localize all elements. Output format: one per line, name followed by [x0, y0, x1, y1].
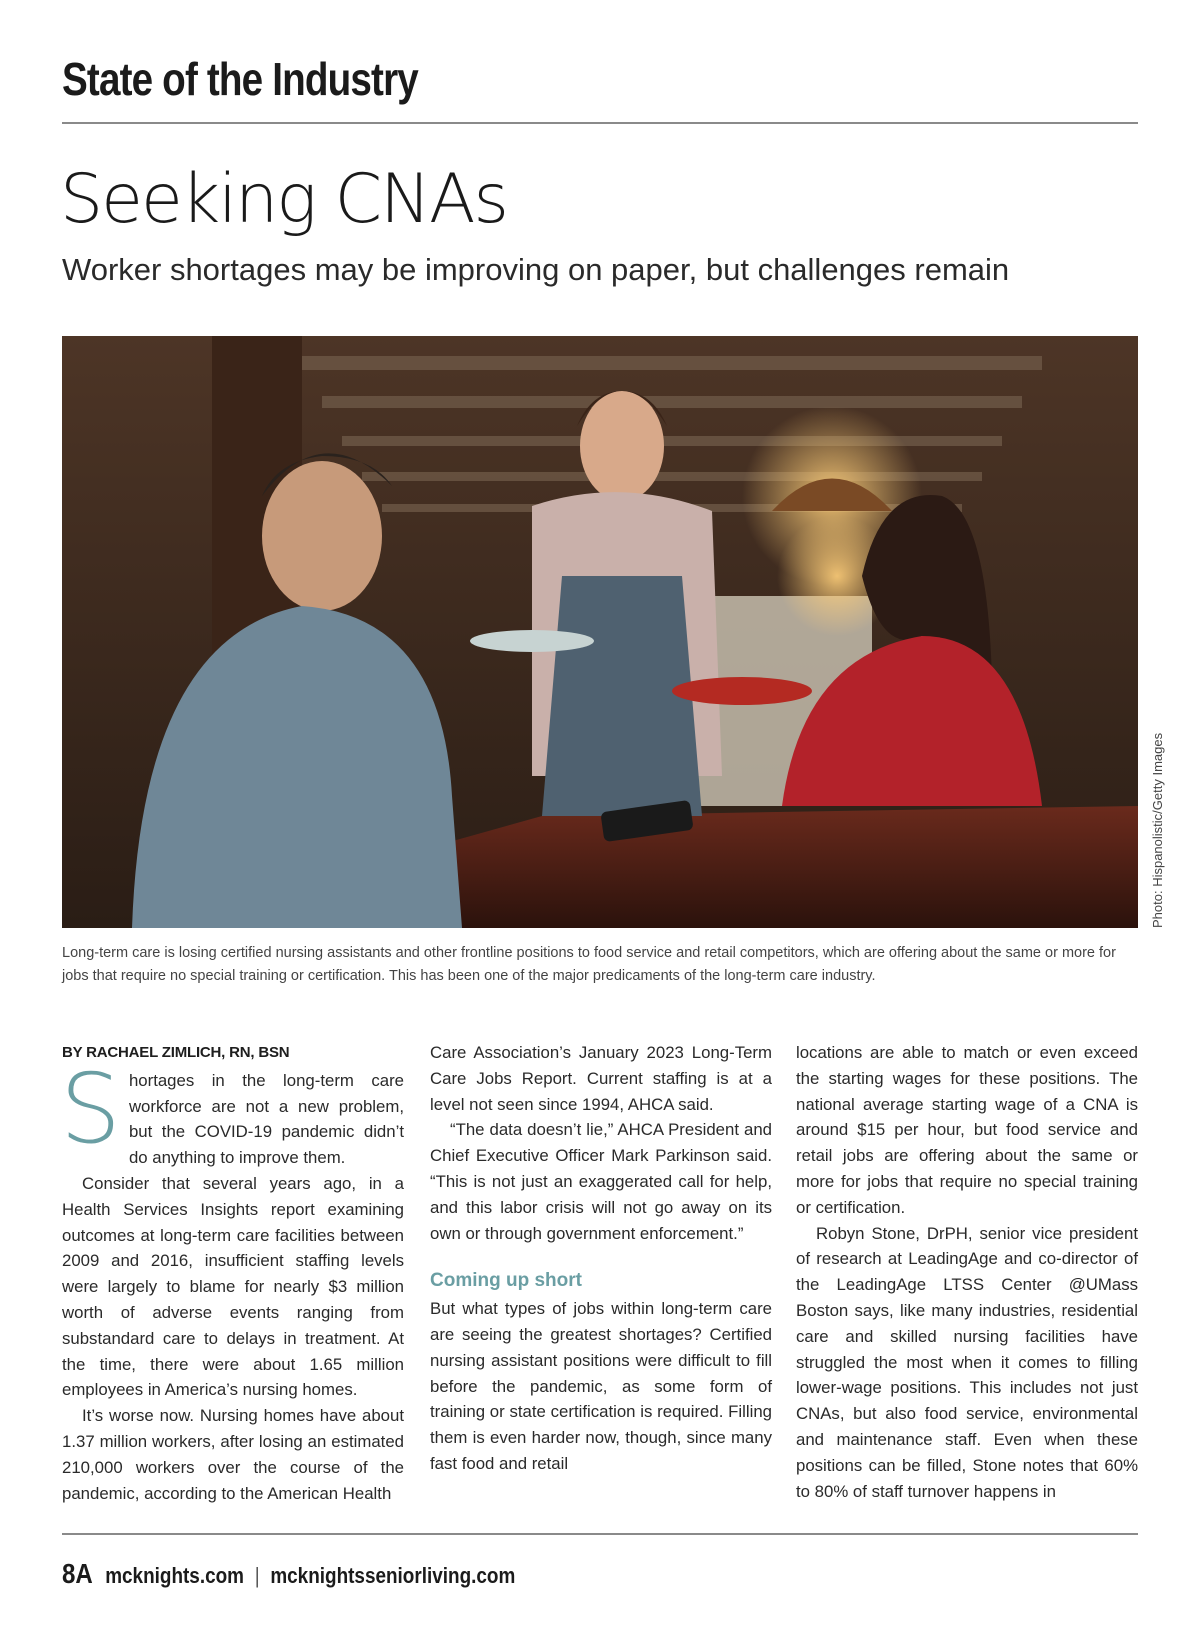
paragraph-7: locations are able to match or even exceed the starting wages for these positions. The national average starting wage of a CNA is around $15 per hour, but food service and retail jobs are offering about the same or more for jobs that require no special training or certification. — [796, 1043, 1138, 1217]
section-title: State of the Industry — [62, 53, 418, 105]
paragraph-2: Consider that several years ago, in a Health Services Insights report examining outcomes at long-term care facilities between 2009 and 2016, insufficient staffing levels were largely to blame for nearly $3 million worth of adverse events ranging from substandard care to delays in treatment. At the time, there were about 1.65 million employees in America’s nursing homes. — [62, 1173, 404, 1400]
paragraph-3: It’s worse now. Nursing homes have about 1.37 million workers, after losing an estimated 210,000 workers over the course of the pandemic, according to the American Health — [62, 1406, 404, 1503]
byline: BY RACHAEL ZIMLICH, RN, BSN — [62, 1044, 290, 1061]
article-photo — [62, 336, 1138, 928]
drop-cap: S — [60, 1052, 121, 1165]
article-headline: Seeking CNAs — [60, 160, 507, 239]
page-footer — [62, 1558, 515, 1590]
subheading-coming-up-short: Coming up short — [430, 1270, 582, 1292]
paragraph-6: But what types of jobs within long-term care are seeing the greatest shortages? Certified nursing assistant positions were difficult to fill before the pandemic, as some form of training or state certification is required. Filling them is even harder now, though, since many fast food and retail — [430, 1299, 772, 1473]
site-link-senior-living[interactable]: mcknightsseniorliving.com — [270, 1563, 516, 1588]
photo-caption: Long-term care is losing certified nursing assistants and other frontline positions to food service and retail competitors, which are offering about the same or more for jobs that require no special training or certification. This has been one of the major predicaments of the long-term care industry. — [62, 945, 1116, 984]
footer-separator: | — [254, 1563, 260, 1588]
header-rule — [62, 122, 1138, 124]
paragraph-8: Robyn Stone, DrPH, senior vice president of research at LeadingAge and co-director of the LeadingAge LTSS Center @UMass Boston says, like many industries, residential care and skilled nursing facilities have struggled the most when it comes to filling lower-wage positions. This includes not just CNAs, but also food service, environmental and maintenance staff. Even when these positions can be filled, Stone notes that 60% to 80% of staff turnover happens in — [796, 1223, 1138, 1501]
site-link-mcknights[interactable]: mcknights.com — [105, 1563, 244, 1588]
paragraph-5: “The data doesn’t lie,” AHCA President and Chief Executive Officer Mark Parkinson said. “This is not just an exaggerated call for help, and this labor crisis will not go away on its own or through government enforcement.” — [430, 1120, 772, 1243]
restaurant-scene-illustration — [62, 336, 1138, 928]
article-column-2 — [430, 1040, 772, 1477]
photo-credit: Photo: Hispanolistic/Getty Images — [1150, 732, 1165, 928]
footer-rule — [62, 1533, 1138, 1535]
paragraph-1-text: hortages in the long-term care workforce are not a new problem, but the COVID-19 pandemic didn’t do anything to improve them. — [128, 1070, 404, 1168]
article-column-1 — [62, 1040, 404, 1506]
paragraph-4: Care Association’s January 2023 Long-Term Care Jobs Report. Current staffing is at a level not seen since 1994, AHCA said. — [430, 1043, 772, 1114]
page-number: 8A — [62, 1558, 93, 1589]
article-subhead: Worker shortages may be improving on paper, but challenges remain — [62, 252, 1010, 287]
article-column-3 — [796, 1040, 1138, 1504]
